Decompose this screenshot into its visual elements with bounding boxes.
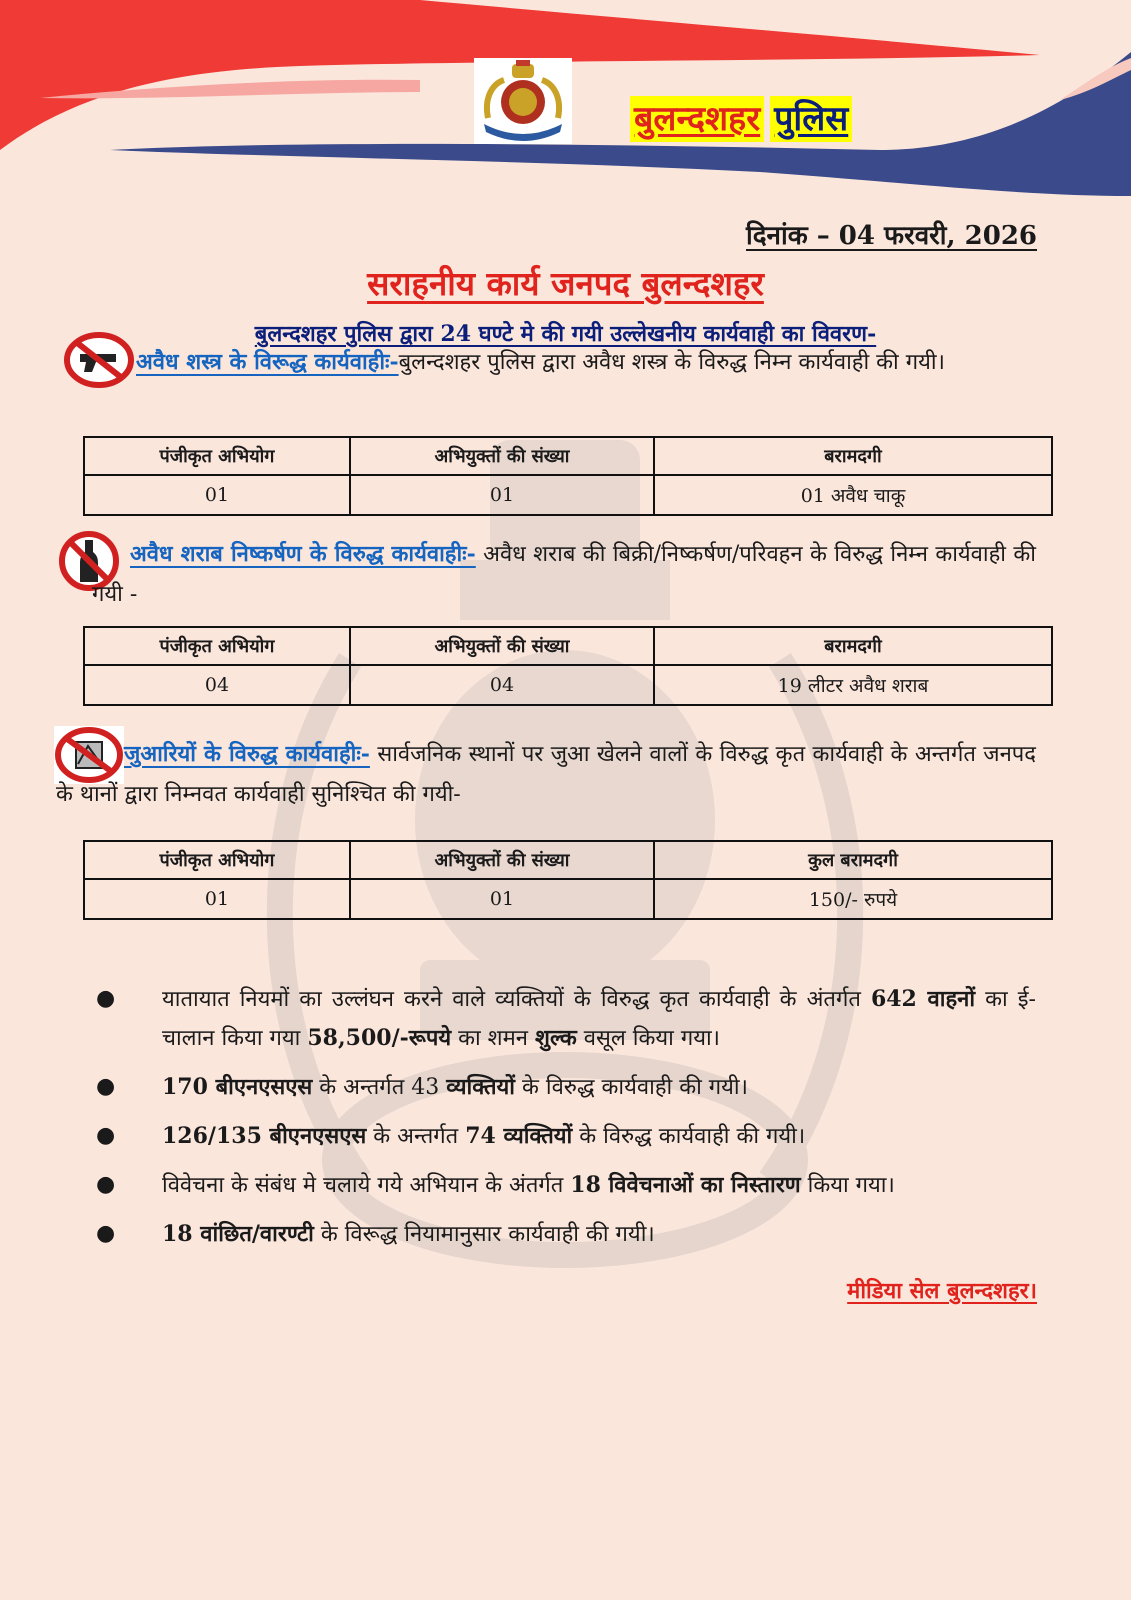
table-header-row bbox=[84, 841, 1052, 879]
table-header: अभियुक्तों की संख्या bbox=[350, 437, 654, 475]
text-run: वसूल किया गया। bbox=[576, 1026, 721, 1051]
table-header: अभियुक्तों की संख्या bbox=[350, 841, 654, 879]
section-description: बुलन्दशहर पुलिस द्वारा अवैध शस्त्र के विरुद्ध निम्न कार्यवाही की गयी। bbox=[398, 350, 945, 375]
brand-city: बुलन्दशहर bbox=[630, 96, 764, 142]
bold-text: 170 बीएनएसएस bbox=[162, 1074, 313, 1100]
table-row bbox=[84, 665, 1052, 705]
data-table bbox=[83, 436, 1053, 516]
table-cell: 01 bbox=[84, 475, 350, 515]
table-cell: 04 bbox=[350, 665, 654, 705]
bold-text: शुल्क bbox=[535, 1025, 577, 1051]
bullet-icon: ● bbox=[96, 1172, 116, 1197]
table-cell: 01 bbox=[350, 879, 654, 919]
brand-police: पुलिस bbox=[770, 96, 852, 142]
up-police-logo bbox=[474, 58, 572, 144]
page-subtitle: बुलन्दशहर पुलिस द्वारा 24 घण्टे मे की गयी उल्लेखनीय कार्यवाही का विवरण- bbox=[254, 321, 877, 347]
table-row bbox=[84, 879, 1052, 919]
list-item bbox=[96, 980, 1036, 1058]
table-header: बरामदगी bbox=[654, 627, 1052, 665]
section-text bbox=[56, 734, 1036, 815]
list-item-text bbox=[162, 1124, 805, 1149]
bold-text: 642 वाहनों bbox=[870, 986, 976, 1012]
section-gambling bbox=[56, 724, 1036, 944]
list-item bbox=[96, 1117, 1036, 1156]
bold-text: 18 वांछित/वारण्टी bbox=[162, 1221, 314, 1247]
section-description: अवैध शराब की बिक्री/निष्कर्षण/परिवहन के विरुद्ध निम्न कार्यवाही की गयी - bbox=[92, 542, 1037, 607]
page-title: सराहनीय कार्य जनपद बुलन्दशहर bbox=[367, 264, 764, 303]
table-cell: 19 लीटर अवैध शराब bbox=[654, 665, 1052, 705]
list-item bbox=[96, 1215, 1036, 1254]
text-run: के विरुद्ध कार्यवाही की गयी। bbox=[515, 1075, 748, 1100]
table-cell: 150/- रुपये bbox=[654, 879, 1052, 919]
table-header: अभियुक्तों की संख्या bbox=[350, 627, 654, 665]
brand-title bbox=[630, 96, 852, 142]
data-table bbox=[83, 626, 1053, 706]
table-header: पंजीकृत अभियोग bbox=[84, 437, 350, 475]
list-item bbox=[96, 1068, 1036, 1107]
table-header-row bbox=[84, 437, 1052, 475]
section-illegal-weapons bbox=[56, 330, 1036, 510]
table-header: कुल बरामदगी bbox=[654, 841, 1052, 879]
text-run: के विरुद्ध कार्यवाही की गयी। bbox=[572, 1124, 806, 1149]
table-cell: 04 bbox=[84, 665, 350, 705]
summary-list bbox=[96, 980, 1036, 1264]
data-table bbox=[83, 840, 1053, 920]
bullet-icon: ● bbox=[96, 1221, 116, 1246]
text-run: के अन्तर्गत 43 bbox=[312, 1075, 447, 1100]
section-heading: अवैध शस्त्र के विरूद्ध कार्यवाहीः- bbox=[136, 349, 399, 375]
text-run: विवेचना के संबंध मे चलाये गये अभियान के अंतर्गत bbox=[162, 1173, 571, 1198]
bold-text: 58,500/-रूपये bbox=[307, 1025, 452, 1051]
list-item-text bbox=[162, 1075, 748, 1100]
list-item-text bbox=[162, 1173, 895, 1198]
bold-text: 126/135 बीएनएसएस bbox=[162, 1123, 367, 1149]
list-item bbox=[96, 1166, 1036, 1205]
text-run: यातायात नियमों का उल्लंघन करने वाले व्यक्तियों के विरुद्ध कृत कार्यवाही के अंतर्गत bbox=[162, 987, 871, 1012]
table-cell: 01 अवैध चाकू bbox=[654, 475, 1052, 515]
text-run: के विरूद्ध नियामानुसार कार्यवाही की गयी। bbox=[313, 1222, 655, 1247]
table-cell: 01 bbox=[350, 475, 654, 515]
table-header: बरामदगी bbox=[654, 437, 1052, 475]
list-item-text bbox=[162, 987, 1036, 1051]
bullet-icon: ● bbox=[96, 1123, 116, 1148]
table-row bbox=[84, 475, 1052, 515]
list-item-text bbox=[162, 1222, 655, 1247]
bullet-icon: ● bbox=[96, 1074, 116, 1099]
table-header: पंजीकृत अभियोग bbox=[84, 627, 350, 665]
bullet-icon: ● bbox=[96, 986, 116, 1011]
section-text bbox=[80, 342, 1036, 383]
bold-text: 18 विवेचनाओं का निस्तारण bbox=[570, 1172, 801, 1198]
table-header: पंजीकृत अभियोग bbox=[84, 841, 350, 879]
table-header-row bbox=[84, 627, 1052, 665]
section-illegal-liquor bbox=[56, 528, 1036, 708]
section-text bbox=[92, 534, 1036, 615]
document-date: दिनांक – 04 फरवरी, 2026 bbox=[746, 221, 1037, 251]
section-description: सार्वजनिक स्थानों पर जुआ खेलने वालों के विरुद्ध कृत कार्यवाही के अन्तर्गत जनपद के थानों द्वारा निम्नवत कार्यवाही सुनिश्चित की गयी- bbox=[56, 742, 1036, 807]
text-run: के अन्तर्गत bbox=[366, 1124, 466, 1149]
section-heading: जुआरियों के विरुद्ध कार्यवाहीः- bbox=[124, 741, 370, 767]
text-run: किया गया। bbox=[800, 1173, 895, 1198]
bold-text: 74 व्यक्तियों bbox=[465, 1123, 573, 1149]
media-cell-signature: मीडिया सेल बुलन्दशहर। bbox=[847, 1278, 1037, 1304]
section-heading: अवैध शराब निष्कर्षण के विरुद्ध कार्यवाहीः- bbox=[130, 541, 476, 567]
text-run: का शमन bbox=[451, 1026, 535, 1051]
table-cell: 01 bbox=[84, 879, 350, 919]
bold-text: व्यक्तियों bbox=[446, 1074, 515, 1100]
text-run: का ई-चालान किया गया bbox=[162, 987, 1036, 1051]
